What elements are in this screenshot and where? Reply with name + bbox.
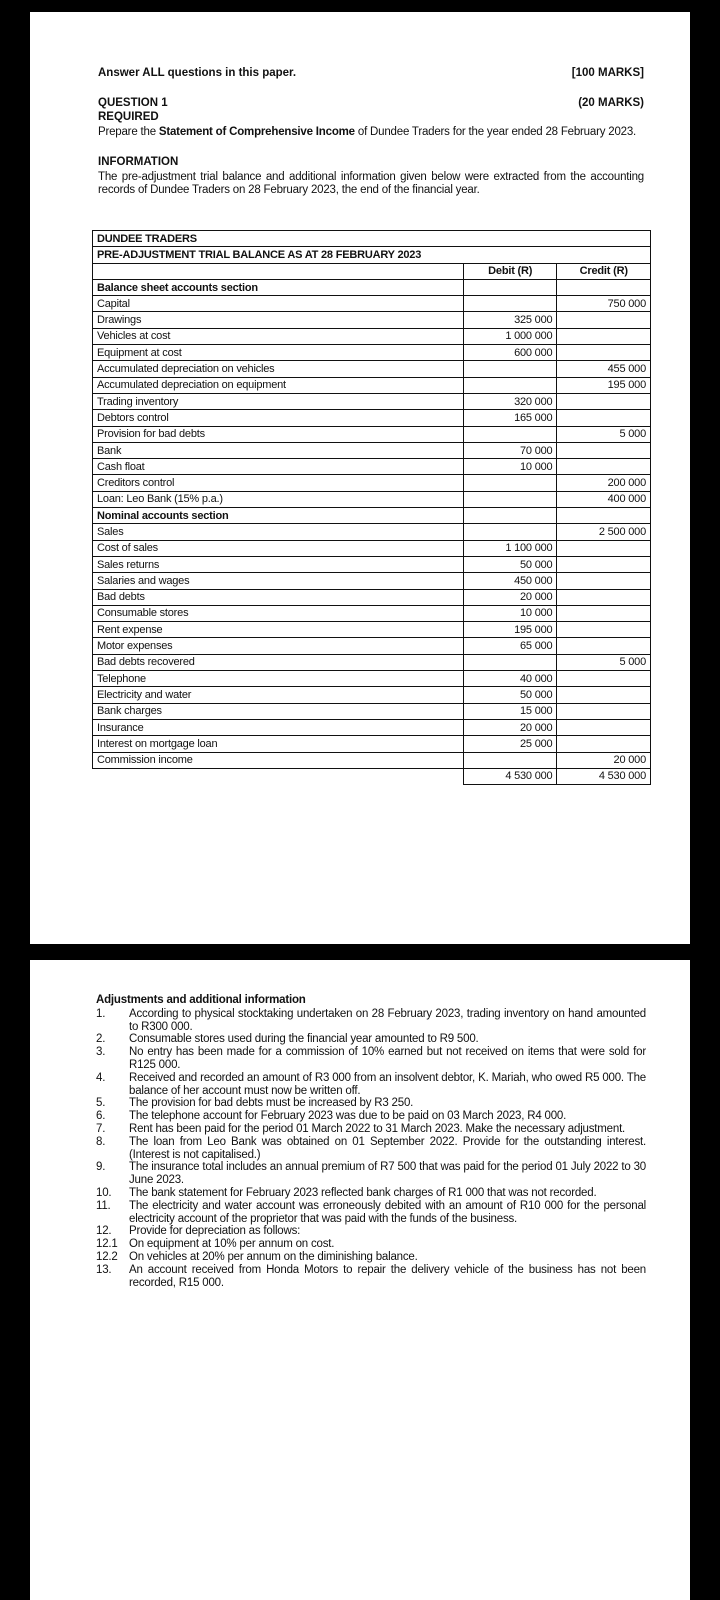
empty-cell: [463, 279, 557, 295]
adjustment-number: 1.: [96, 1007, 106, 1020]
account-name: Bad debts: [93, 589, 464, 605]
debit-amount: 20 000: [463, 719, 557, 735]
empty-cell: [463, 508, 557, 524]
account-name: Rent expense: [93, 622, 464, 638]
debit-amount: [463, 491, 557, 507]
account-name: Cash float: [93, 459, 464, 475]
account-name: Debtors control: [93, 410, 464, 426]
empty-cell: [557, 279, 651, 295]
table-row: [93, 589, 651, 605]
table-row: [93, 426, 651, 442]
credit-amount: [557, 605, 651, 621]
account-name: Accumulated depreciation on vehicles: [93, 361, 464, 377]
debit-amount: 15 000: [463, 703, 557, 719]
required-text-bold: Statement of Comprehensive Income: [158, 126, 355, 138]
adjustment-item: [96, 1097, 646, 1110]
adjustment-text: According to physical stocktaking undertaken on 28 February 2023, trading inventory on hand amounted to R300 000.: [129, 1007, 646, 1033]
instruction-text: Answer ALL questions in this paper.: [98, 67, 297, 79]
credit-amount: [557, 622, 651, 638]
account-name: Motor expenses: [93, 638, 464, 654]
debit-amount: 600 000: [463, 345, 557, 361]
adjustment-number: 11.: [96, 1199, 111, 1212]
exam-page-2: [30, 960, 690, 1600]
total-label-cell: [93, 768, 464, 784]
required-text-post: of Dundee Traders for the year ended 28 February 2023.: [354, 126, 637, 138]
debit-amount: [463, 426, 557, 442]
table-row: [93, 524, 651, 540]
table-row: [93, 328, 651, 344]
debit-amount: [463, 296, 557, 312]
question-title: QUESTION 1: [98, 97, 168, 109]
credit-amount: [557, 410, 651, 426]
debit-amount: 65 000: [463, 638, 557, 654]
account-name: Consumable stores: [93, 605, 464, 621]
adjustment-text: Received and recorded an amount of R3 000 from an insolvent debtor, K. Mariah, who owed R5 000. The balance of her account must now be written off.: [129, 1071, 646, 1097]
credit-amount: [557, 573, 651, 589]
adjustment-number: 6.: [96, 1110, 106, 1123]
empty-cell: [557, 508, 651, 524]
table-row: [93, 605, 651, 621]
account-name: Capital: [93, 296, 464, 312]
account-name: Drawings: [93, 312, 464, 328]
account-name: Bad debts recovered: [93, 654, 464, 670]
debit-amount: [463, 654, 557, 670]
adjustment-text: The insurance total includes an annual premium of R7 500 that was paid for the period 01 July 2022 to 30 June 2023.: [129, 1161, 646, 1187]
adjustment-item: [96, 1136, 646, 1162]
adjustment-text: The telephone account for February 2023 was due to be paid on 03 March 2023, R4 000.: [129, 1110, 567, 1123]
information-text: The pre-adjustment trial balance and additional information given below were extracted from the accounting records of Dundee Traders on 28 February 2023, the end of the financial year.: [98, 171, 644, 196]
adjustment-item: [96, 1033, 646, 1046]
table-row: [93, 312, 651, 328]
adjustment-text: An account received from Honda Motors to repair the delivery vehicle of the business has not been recorded, R15 000.: [129, 1263, 646, 1289]
account-name: Equipment at cost: [93, 345, 464, 361]
adjustment-item: [96, 1251, 646, 1264]
credit-amount: [557, 687, 651, 703]
table-row: [93, 573, 651, 589]
account-name: Creditors control: [93, 475, 464, 491]
table-row: [93, 540, 651, 556]
adjustment-text: Provide for depreciation as follows:: [129, 1225, 301, 1238]
table-row: [93, 687, 651, 703]
adjustment-number: 4.: [96, 1071, 106, 1084]
credit-amount: 455 000: [557, 361, 651, 377]
adjustment-text: Rent has been paid for the period 01 March 2022 to 31 March 2023. Make the necessary adjustment.: [129, 1122, 626, 1135]
adjustment-number: 2.: [96, 1033, 106, 1046]
credit-amount: 400 000: [557, 491, 651, 507]
account-name: Insurance: [93, 719, 464, 735]
debit-amount: 70 000: [463, 442, 557, 458]
credit-amount: [557, 556, 651, 572]
required-text: [98, 126, 644, 139]
adjustment-text: No entry has been made for a commission of 10% earned but not received on items that were sold for R125 000.: [129, 1046, 646, 1071]
table-row: [93, 459, 651, 475]
adjustment-item: [96, 1161, 646, 1187]
adjustment-text: On equipment at 10% per annum on cost.: [129, 1238, 335, 1251]
adjustment-text: The loan from Leo Bank was obtained on 01 September 2022. Provide for the outstanding interest. (Interest is not capitalised.): [129, 1135, 646, 1161]
credit-amount: [557, 589, 651, 605]
credit-amount: 20 000: [557, 752, 651, 768]
table-row: [93, 556, 651, 572]
debit-amount: 450 000: [463, 573, 557, 589]
debit-amount: [463, 361, 557, 377]
adjustments-section: [96, 994, 646, 1289]
adjustment-item: [96, 1046, 646, 1072]
adjustment-number: 8.: [96, 1135, 106, 1148]
table-row: [93, 296, 651, 312]
table-row: [93, 719, 651, 735]
debit-amount: [463, 377, 557, 393]
information-heading: INFORMATION: [98, 156, 179, 168]
account-name: Interest on mortgage loan: [93, 736, 464, 752]
account-name: Salaries and wages: [93, 573, 464, 589]
account-name: Commission income: [93, 752, 464, 768]
adjustments-heading: Adjustments and additional information: [96, 994, 306, 1006]
table-row: [93, 703, 651, 719]
adjustment-number: 10.: [96, 1186, 112, 1199]
total-debit: 4 530 000: [463, 768, 557, 784]
adjustment-item: [96, 1072, 646, 1098]
adjustment-item: [96, 1225, 646, 1238]
table-row: [93, 377, 651, 393]
account-name: Bank: [93, 442, 464, 458]
credit-amount: 200 000: [557, 475, 651, 491]
adjustment-number: 9.: [96, 1161, 106, 1174]
debit-amount: 1 000 000: [463, 328, 557, 344]
credit-amount: [557, 328, 651, 344]
debit-amount: 165 000: [463, 410, 557, 426]
debit-amount: 25 000: [463, 736, 557, 752]
question-line: [98, 97, 644, 109]
account-name: Vehicles at cost: [93, 328, 464, 344]
table-row: [93, 361, 651, 377]
instruction-line: [98, 67, 644, 79]
adjustment-text: Consumable stores used during the financial year amounted to R9 500.: [129, 1033, 479, 1046]
credit-amount: [557, 719, 651, 735]
table-row: [93, 622, 651, 638]
account-name: Telephone: [93, 671, 464, 687]
debit-amount: 10 000: [463, 459, 557, 475]
credit-amount: 5 000: [557, 426, 651, 442]
adjustment-number: 5.: [96, 1097, 106, 1110]
table-row: [93, 393, 651, 409]
credit-amount: 750 000: [557, 296, 651, 312]
credit-amount: [557, 703, 651, 719]
account-name: Provision for bad debts: [93, 426, 464, 442]
account-name: Bank charges: [93, 703, 464, 719]
adjustments-list: [96, 1008, 646, 1290]
table-row: [93, 736, 651, 752]
table-row: [93, 491, 651, 507]
section-heading: Balance sheet accounts section: [93, 279, 464, 295]
account-name: Cost of sales: [93, 540, 464, 556]
account-name: Electricity and water: [93, 687, 464, 703]
adjustment-item: [96, 1110, 646, 1123]
debit-amount: 10 000: [463, 605, 557, 621]
trial-balance-table: [92, 230, 651, 785]
account-name: Sales returns: [93, 556, 464, 572]
credit-amount: [557, 345, 651, 361]
table-row: [93, 654, 651, 670]
adjustment-item: [96, 1123, 646, 1136]
credit-amount: 195 000: [557, 377, 651, 393]
debit-amount: [463, 524, 557, 540]
debit-amount: 325 000: [463, 312, 557, 328]
adjustment-text: The electricity and water account was erroneously debited with an amount of R10 000 for the personal electricity account of the proprietor that was paid with the funds of the business.: [129, 1199, 646, 1225]
debit-amount: 320 000: [463, 393, 557, 409]
required-heading: REQUIRED: [98, 111, 159, 123]
adjustment-number: 12.1: [96, 1238, 118, 1251]
adjustment-number: 13.: [96, 1263, 112, 1276]
debit-amount: 1 100 000: [463, 540, 557, 556]
blank-header-cell: [93, 263, 464, 279]
debit-amount: 50 000: [463, 687, 557, 703]
table-row: [93, 345, 651, 361]
table-row: [93, 638, 651, 654]
adjustment-number: 12.: [96, 1225, 112, 1238]
question-marks: (20 MARKS): [578, 97, 644, 109]
table-row: [93, 671, 651, 687]
adjustment-number: 12.2: [96, 1250, 118, 1263]
credit-amount: [557, 312, 651, 328]
table-row: [93, 410, 651, 426]
adjustment-item: [96, 1238, 646, 1251]
credit-amount: [557, 736, 651, 752]
table-subtitle: PRE-ADJUSTMENT TRIAL BALANCE AS AT 28 FEBRUARY 2023: [93, 247, 651, 263]
adjustment-item: [96, 1264, 646, 1290]
required-text-pre: Prepare the: [98, 126, 159, 138]
credit-amount: [557, 540, 651, 556]
adjustment-text: On vehicles at 20% per annum on the diminishing balance.: [129, 1250, 418, 1263]
total-credit: 4 530 000: [557, 768, 651, 784]
credit-amount: [557, 671, 651, 687]
credit-header: Credit (R): [557, 263, 651, 279]
account-name: Loan: Leo Bank (15% p.a.): [93, 491, 464, 507]
debit-amount: 50 000: [463, 556, 557, 572]
exam-page-1: [30, 12, 690, 944]
credit-amount: 5 000: [557, 654, 651, 670]
debit-amount: 40 000: [463, 671, 557, 687]
account-name: Trading inventory: [93, 393, 464, 409]
adjustment-item: [96, 1187, 646, 1200]
adjustment-number: 3.: [96, 1046, 106, 1059]
adjustment-item: [96, 1200, 646, 1226]
credit-amount: [557, 459, 651, 475]
credit-amount: [557, 638, 651, 654]
debit-amount: [463, 752, 557, 768]
adjustment-text: The bank statement for February 2023 reflected bank charges of R1 000 that was not recorded.: [129, 1186, 597, 1199]
debit-header: Debit (R): [463, 263, 557, 279]
debit-amount: 20 000: [463, 589, 557, 605]
account-name: Sales: [93, 524, 464, 540]
credit-amount: 2 500 000: [557, 524, 651, 540]
table-row: [93, 475, 651, 491]
credit-amount: [557, 442, 651, 458]
adjustment-item: [96, 1008, 646, 1034]
table-title: DUNDEE TRADERS: [93, 231, 651, 247]
adjustment-text: The provision for bad debts must be increased by R3 250.: [129, 1097, 414, 1110]
table-row: [93, 752, 651, 768]
credit-amount: [557, 393, 651, 409]
table-row: [93, 442, 651, 458]
total-marks: [100 MARKS]: [571, 67, 644, 79]
section-heading: Nominal accounts section: [93, 508, 464, 524]
account-name: Accumulated depreciation on equipment: [93, 377, 464, 393]
debit-amount: [463, 475, 557, 491]
debit-amount: 195 000: [463, 622, 557, 638]
adjustment-number: 7.: [96, 1122, 106, 1135]
